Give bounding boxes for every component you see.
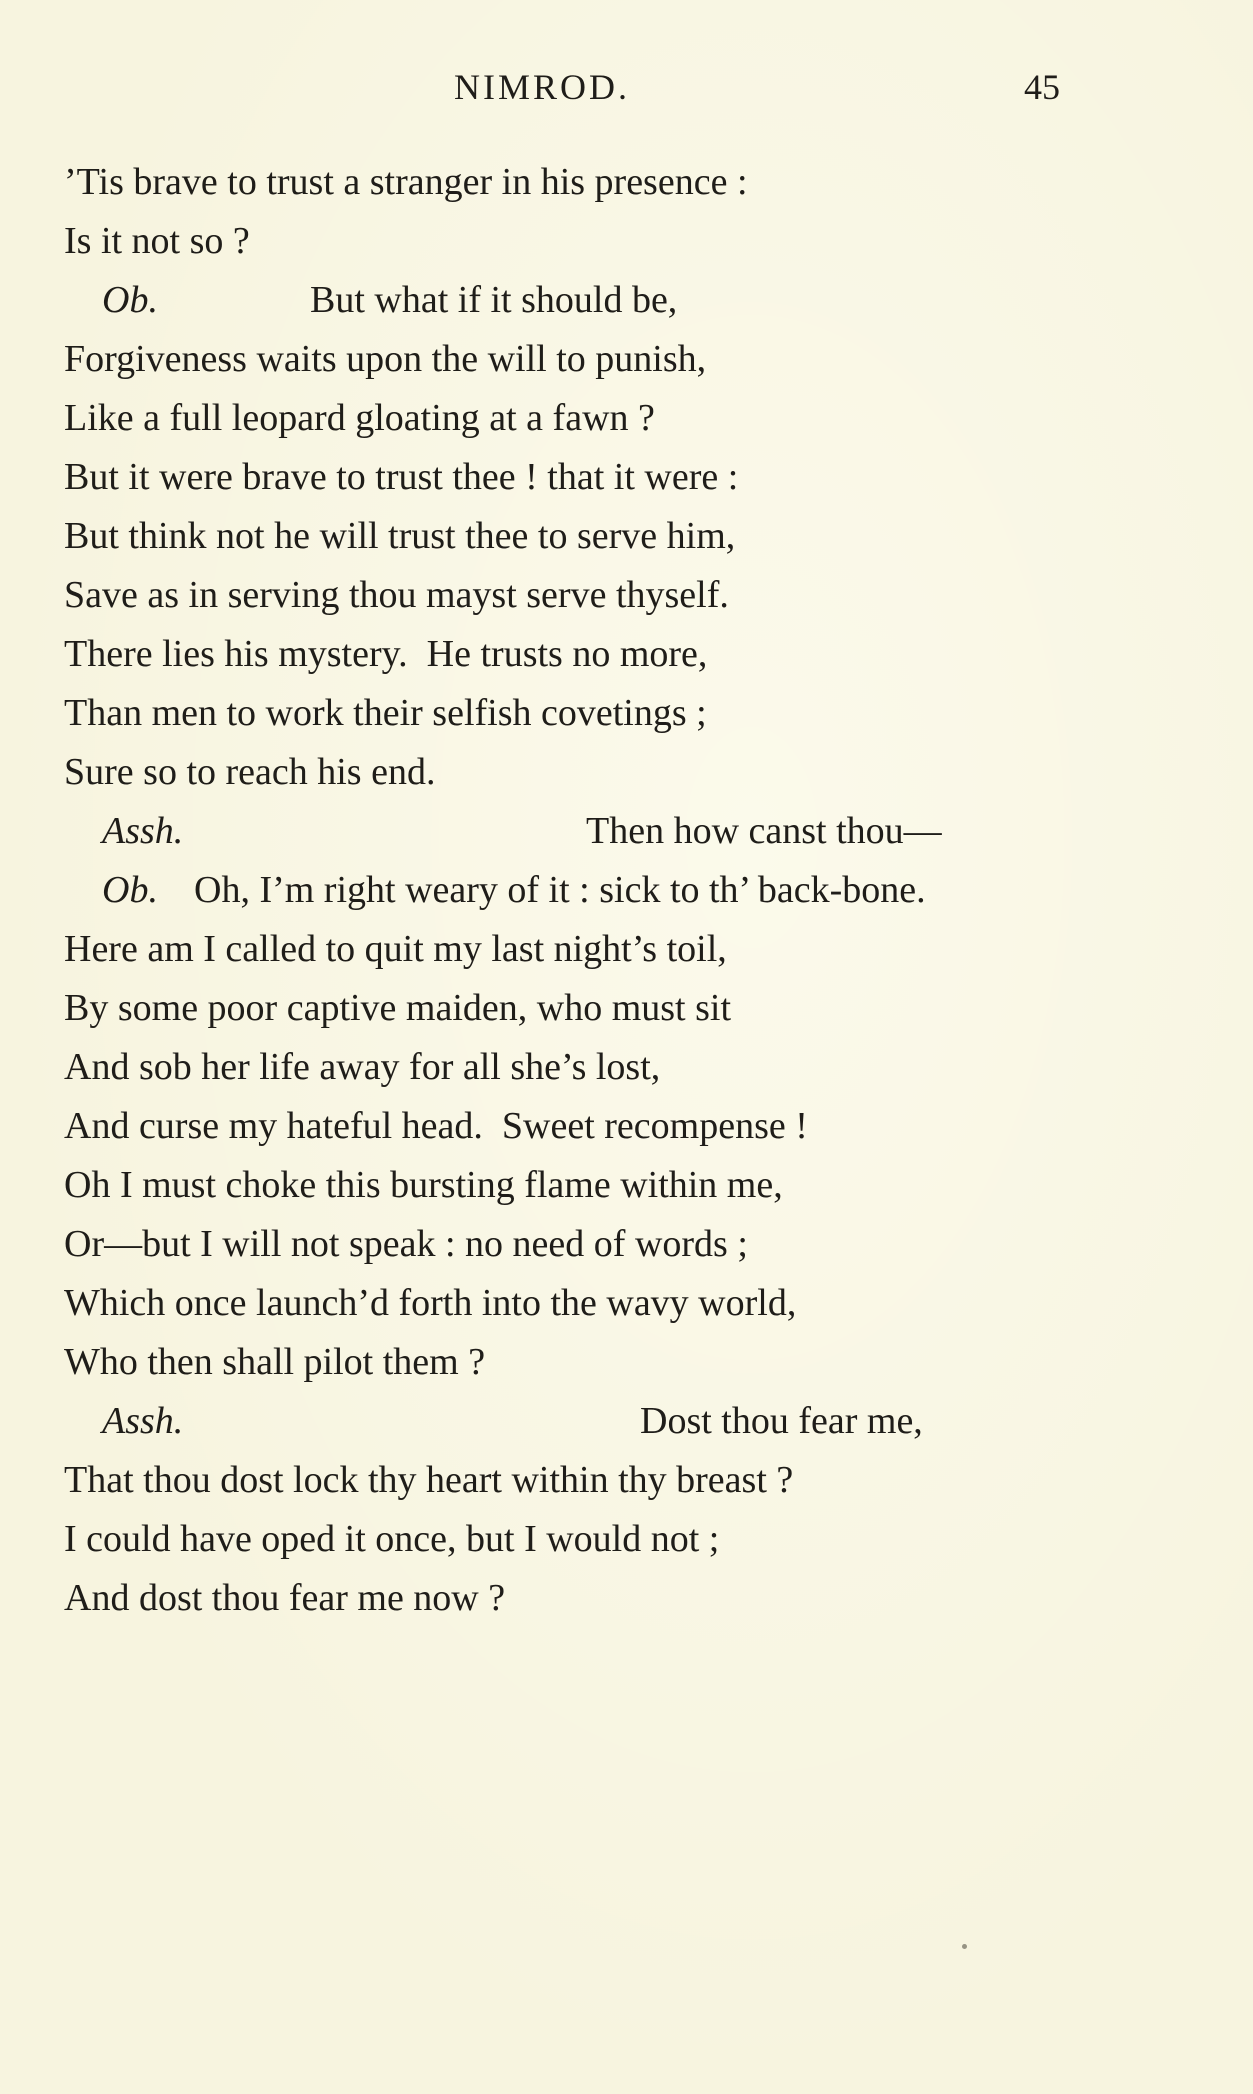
speech-text: Dost thou fear me,: [640, 1400, 923, 1442]
verse-line: I could have oped it once, but I would not ;: [64, 1518, 720, 1560]
running-title: NIMROD.: [454, 67, 631, 107]
verse-line: There lies his mystery. He trusts no more,: [64, 633, 708, 675]
speaker-name: Ob.: [102, 279, 158, 321]
verse-text: [64, 153, 1184, 1628]
verse-line-speech: [64, 861, 1184, 920]
verse-line: And sob her life away for all she’s lost,: [64, 1046, 661, 1088]
verse-line: And curse my hateful head. Sweet recompense !: [64, 1105, 808, 1147]
verse-line: But it were brave to trust thee ! that it were :: [64, 456, 739, 498]
verse-line: But think not he will trust thee to serve him,: [64, 515, 736, 557]
verse-line-speech: [64, 271, 1184, 330]
ink-speck: [962, 1944, 967, 1949]
page-header: [0, 66, 1253, 114]
verse-line-speech: [64, 1392, 1184, 1451]
speaker-name: Ob.: [102, 869, 158, 911]
verse-line: Is it not so ?: [64, 220, 250, 262]
speech-text: Oh, I’m right weary of it : sick to th’ back-bone.: [194, 869, 926, 911]
speaker-name: Assh.: [102, 810, 184, 852]
verse-line: Like a full leopard gloating at a fawn ?: [64, 397, 655, 439]
verse-line: And dost thou fear me now ?: [64, 1577, 506, 1619]
verse-line: Oh I must choke this bursting flame within me,: [64, 1164, 783, 1206]
speaker-name: Assh.: [102, 1400, 184, 1442]
verse-line: Here am I called to quit my last night’s toil,: [64, 928, 727, 970]
speech-text: Then how canst thou—: [586, 810, 942, 852]
verse-line: Sure so to reach his end.: [64, 751, 436, 793]
verse-line: Than men to work their selfish covetings ;: [64, 692, 707, 734]
verse-line: Forgiveness waits upon the will to punish,: [64, 338, 707, 380]
verse-line: ’Tis brave to trust a stranger in his presence :: [64, 161, 748, 203]
verse-line: Which once launch’d forth into the wavy world,: [64, 1282, 797, 1324]
verse-line-speech: [64, 802, 1184, 861]
verse-line: That thou dost lock thy heart within thy breast ?: [64, 1459, 794, 1501]
verse-line: Or—but I will not speak : no need of words ;: [64, 1223, 748, 1265]
verse-line: By some poor captive maiden, who must sit: [64, 987, 732, 1029]
verse-line: Save as in serving thou mayst serve thyself.: [64, 574, 729, 616]
page-number: 45: [1024, 67, 1060, 107]
speech-text: But what if it should be,: [310, 279, 678, 321]
verse-line: Who then shall pilot them ?: [64, 1341, 486, 1383]
